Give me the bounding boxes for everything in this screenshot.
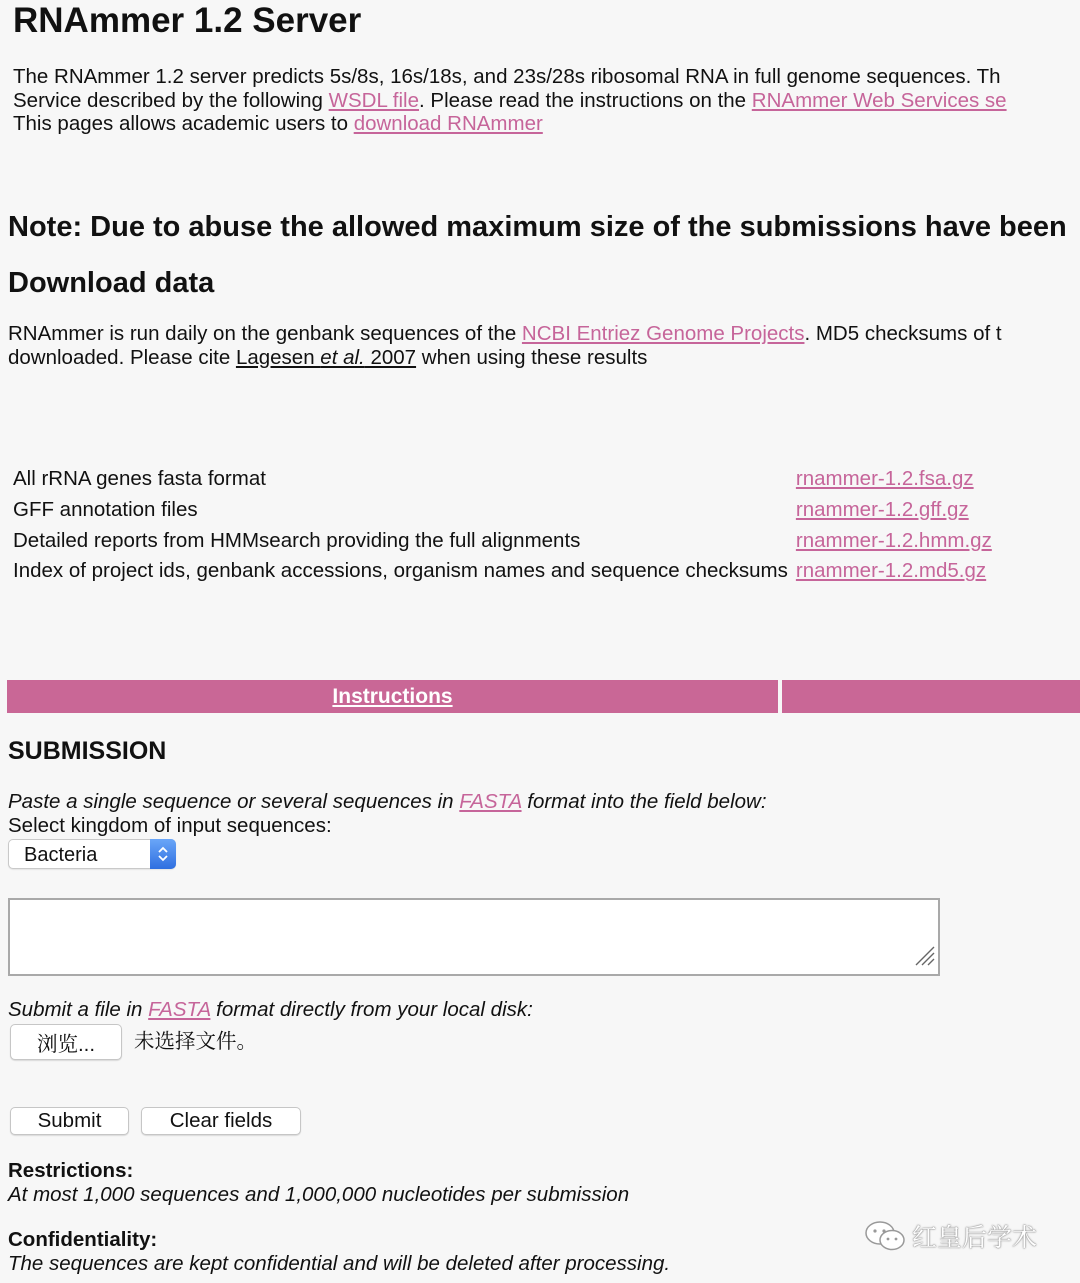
file-text-segment: format directly from your local disk:	[210, 998, 533, 1021]
download-label: Index of project ids, genbank accessions, organism names and sequence checksums	[13, 559, 788, 583]
file-text-segment: Submit a file in	[8, 998, 149, 1021]
restrictions-title: Restrictions:	[8, 1159, 134, 1182]
download-hmm-link[interactable]: rnammer-1.2.hmm.gz	[795, 528, 992, 552]
tab-instructions[interactable]	[7, 680, 778, 713]
intro-text-segment: This pages allows academic users to	[13, 112, 354, 135]
download-label: GFF annotation files	[13, 498, 198, 522]
confidentiality-section	[8, 1228, 670, 1275]
wechat-icon	[864, 1219, 906, 1253]
kingdom-label: Select kingdom of input sequences:	[8, 813, 332, 837]
download-text-segment: downloaded. Please cite	[8, 345, 236, 369]
download-md5-link[interactable]: rnammer-1.2.md5.gz	[795, 559, 987, 583]
abuse-note: Note: Due to abuse the allowed maximum size of the submissions have been	[8, 211, 1067, 243]
instructions-link[interactable]: Instructions	[332, 684, 453, 708]
download-rnammer-link[interactable]: download RNAmmer	[353, 112, 543, 135]
table-row	[13, 556, 992, 587]
paste-line	[8, 790, 767, 814]
kingdom-select-value: Bacteria	[24, 844, 98, 866]
restrictions-text: At most 1,000 sequences and 1,000,000 nucleotides per submission	[8, 1182, 630, 1206]
submit-button[interactable]: Submit	[10, 1107, 129, 1135]
submission-heading: SUBMISSION	[8, 737, 167, 765]
watermark-text: 红皇后学术	[912, 1224, 1038, 1252]
wsdl-file-link[interactable]: WSDL file	[328, 88, 420, 112]
table-row	[13, 495, 992, 526]
sequence-textarea[interactable]	[8, 898, 940, 976]
paste-text-segment: format into the field below:	[521, 790, 767, 813]
page-title: RNAmmer 1.2 Server	[13, 1, 362, 40]
table-row	[13, 464, 992, 495]
kingdom-select[interactable]	[8, 839, 176, 869]
confidentiality-title: Confidentiality:	[8, 1228, 158, 1251]
browse-button[interactable]: 浏览...	[10, 1024, 122, 1060]
watermark	[864, 1218, 1037, 1254]
intro-text-segment: Service described by the following	[13, 88, 329, 112]
intro-line-1: The RNAmmer 1.2 server predicts 5s/8s, 16s/18s, and 23s/28s ribosomal RNA in full genome sequences. Th	[13, 65, 1001, 88]
tab-bar	[7, 680, 1080, 713]
confidentiality-text: The sequences are kept confidential and will be deleted after processing.	[8, 1251, 671, 1275]
citation-etal: et al.	[320, 345, 365, 369]
intro-line-3	[13, 112, 1007, 136]
paste-text-segment: Paste a single sequence or several sequences in	[8, 790, 460, 813]
no-file-selected: 未选择文件。	[134, 1030, 257, 1053]
download-text-segment: RNAmmer is run daily on the genbank sequences of the	[8, 322, 522, 345]
file-upload-label	[8, 998, 533, 1022]
ncbi-genome-projects-link[interactable]: NCBI Entriez Genome Projects	[521, 322, 805, 345]
download-text-segment: when using these results	[416, 345, 648, 369]
fasta-link[interactable]: FASTA	[459, 790, 522, 813]
lagesen-citation-link[interactable]	[236, 346, 416, 369]
intro-text-segment: . Please read the instructions on the	[419, 88, 752, 112]
download-text-segment: . MD5 checksums of t	[804, 322, 1002, 345]
intro-line-2	[13, 89, 1007, 113]
fasta-link-file[interactable]: FASTA	[148, 998, 211, 1021]
downloads-table	[13, 464, 992, 587]
download-line-2	[8, 346, 1002, 370]
download-data-heading: Download data	[8, 267, 215, 299]
citation-author: Lagesen	[235, 345, 321, 369]
restrictions-section	[8, 1159, 629, 1206]
download-gff-link[interactable]: rnammer-1.2.gff.gz	[795, 498, 969, 522]
clear-fields-button[interactable]: Clear fields	[141, 1107, 301, 1135]
citation-year: 2007	[364, 345, 417, 369]
intro-text	[13, 65, 1007, 136]
table-row	[13, 525, 992, 556]
download-paragraph	[8, 322, 1002, 369]
resize-grip-icon[interactable]	[912, 943, 936, 972]
tab-second[interactable]	[782, 680, 1080, 713]
web-services-link[interactable]: RNAmmer Web Services se	[751, 88, 1007, 112]
download-label: Detailed reports from HMMsearch providing the full alignments	[13, 528, 581, 552]
download-fsa-link[interactable]: rnammer-1.2.fsa.gz	[795, 467, 974, 491]
download-label: All rRNA genes fasta format	[13, 467, 266, 491]
paste-instructions	[8, 790, 767, 837]
select-arrows-icon	[150, 839, 176, 869]
download-line-1	[8, 322, 1002, 346]
